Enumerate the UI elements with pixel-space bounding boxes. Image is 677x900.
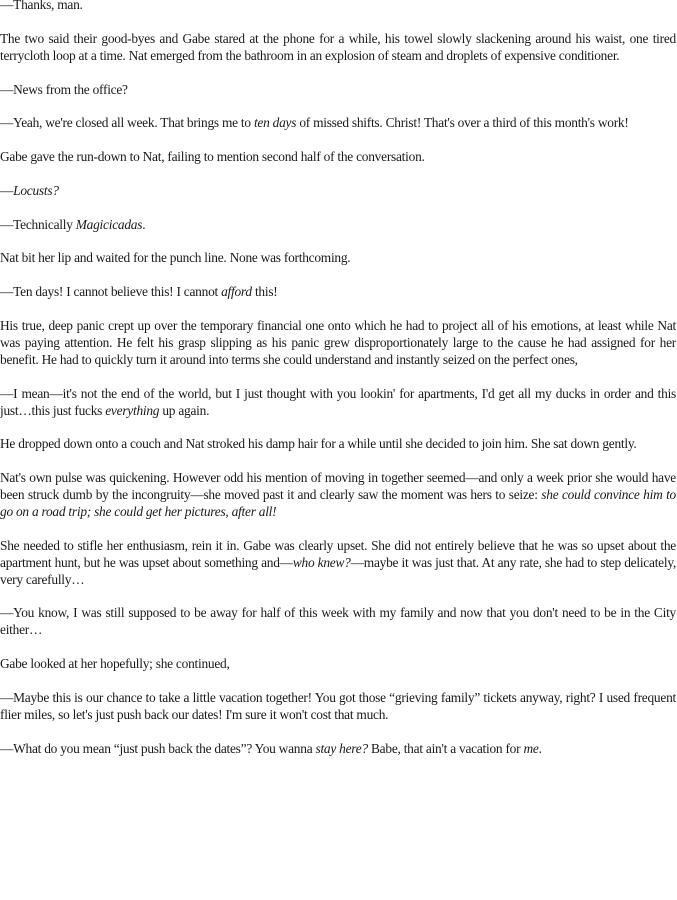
paragraph [0, 605, 676, 639]
text-run: Nat's own pulse was quickening. However odd his mention of moving in together seemed—and only a week prior she would have been struck dumb by the incongruity—she moved past it and clearly saw the moment was hers to seize: [0, 470, 676, 503]
paragraph [0, 149, 676, 166]
text-run: —I mean—it's not the end of the world, but I just thought with you lookin' for apartments, I'd get all my ducks in order and this just…this just fucks [0, 385, 676, 418]
text-run: Babe, that ain't a vacation for [367, 740, 524, 756]
italic-text: ten days [253, 115, 297, 131]
text-run: —Yeah, we're closed all week. That brings me to [0, 115, 254, 131]
paragraph [0, 115, 676, 132]
text-run: The two said their good-byes and Gabe stared at the phone for a while, his towel slowly slackening around his waist, one tired terrycloth loop at a time. Nat emerged from the bathroom in an explosion of steam and droplets of expensive conditioner. [0, 30, 676, 63]
text-run: Gabe gave the run-down to Nat, failing to mention second half of the conversation. [0, 149, 425, 165]
paragraph [0, 0, 676, 14]
paragraph [0, 690, 676, 724]
paragraph [0, 538, 676, 589]
italic-text: stay here? [315, 740, 368, 756]
paragraph [0, 217, 676, 234]
text-run: —maybe it was just that. At any rate, she had to step delicately, very carefully… [0, 554, 677, 587]
text-run: — [0, 182, 14, 198]
paragraph [0, 470, 676, 521]
paragraph [0, 386, 676, 420]
paragraph [0, 31, 676, 65]
paragraph [0, 318, 676, 369]
text-run: She needed to stifle her enthusiasm, rein it in. Gabe was clearly upset. She did not entirely believe that he was so upset about the apartment hunt, but he was upset about something and— [0, 537, 676, 570]
italic-text: everything [105, 402, 160, 418]
italic-text: Locusts? [13, 182, 59, 198]
italic-text: Magicicadas [75, 216, 143, 232]
text-run: He dropped down onto a couch and Nat stroked his damp hair for a while until she decided to join him. She sat down gently. [0, 436, 637, 452]
text-run: —What do you mean “just push back the dates”? You wanna [0, 740, 316, 756]
text-run: —You know, I was still supposed to be away for half of this week with my family and now that you don't need to be in the City either… [0, 605, 676, 638]
paragraph [0, 250, 676, 267]
text-run: —Maybe this is our chance to take a little vacation together! You got those “grieving family” tickets anyway, right? I used frequent flier miles, so let's just push back our dates! I'm sure it won't cost that much. [0, 689, 676, 722]
text-run: this! [251, 284, 278, 300]
text-run: . [538, 740, 542, 756]
text-run: His true, deep panic crept up over the temporary financial one onto which he had to project all of his emotions, at least while Nat was paying attention. He felt his grasp slipping as his panic grew disproportionately large to the cause he had assigned for her benefit. He had to quickly turn it around into terms she could understand and instantly seized on the perfect ones, [0, 318, 676, 367]
text-run: Gabe looked at her hopefully; she continued, [0, 656, 230, 672]
text-run: —News from the office? [0, 81, 128, 97]
text-run: Nat bit her lip and waited for the punch line. None was forthcoming. [0, 250, 351, 266]
italic-text: afford [221, 284, 252, 300]
paragraph [0, 82, 676, 99]
text-run: —Ten days! I cannot believe this! I cannot [0, 284, 222, 300]
paragraph [0, 436, 676, 453]
text-run: —Thanks, man. [0, 0, 83, 12]
text-run: of missed shifts. Christ! That's over a third of this month's work! [296, 115, 629, 131]
italic-text: me [523, 740, 539, 756]
paragraph [0, 183, 676, 200]
paragraph [0, 656, 676, 673]
italic-text: she could convince him to go on a road trip; she could get her pictures, after all! [0, 487, 676, 519]
paragraph [0, 284, 676, 301]
text-run: —Technically [0, 216, 76, 232]
text-run: up again. [159, 402, 210, 418]
text-run: . [142, 216, 146, 232]
italic-text: who knew? [292, 554, 351, 570]
paragraph [0, 741, 676, 758]
